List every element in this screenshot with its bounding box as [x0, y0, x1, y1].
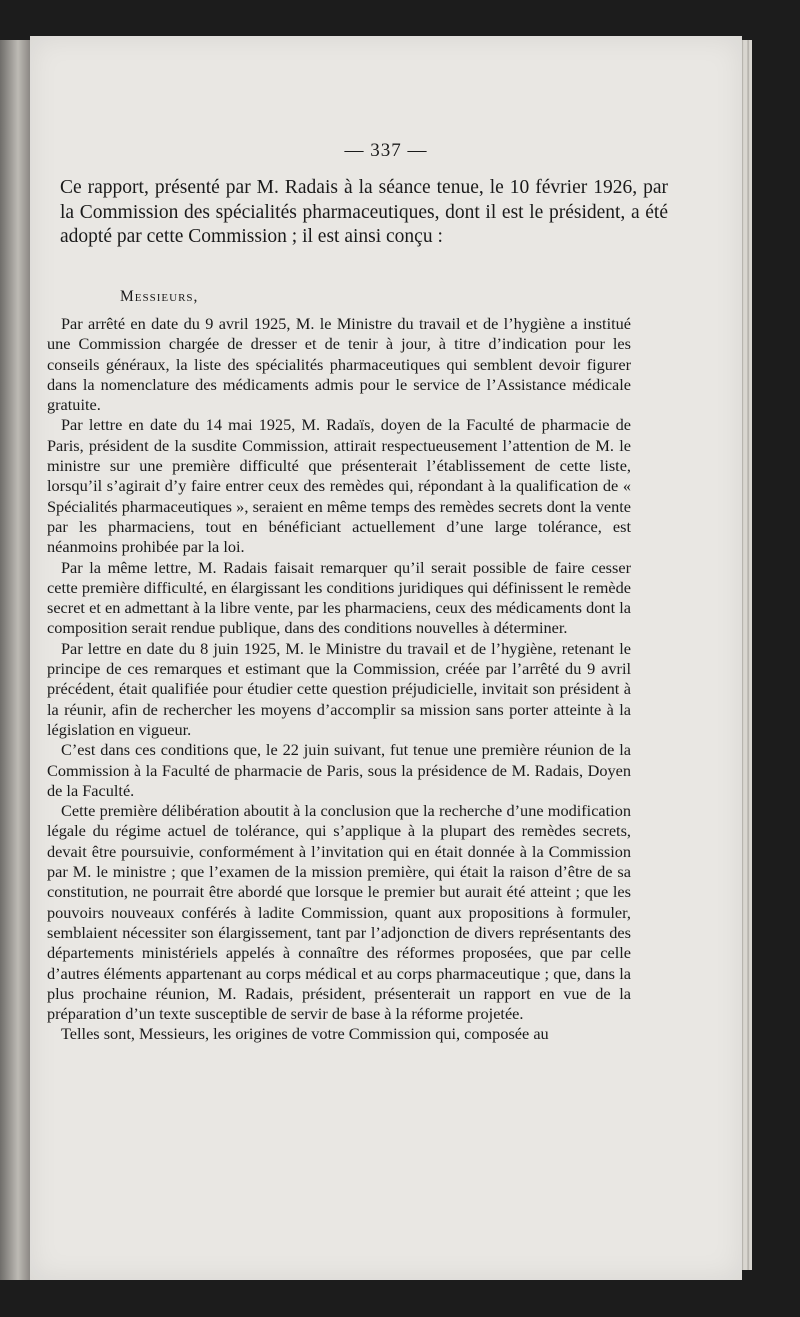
paragraph: Par lettre en date du 8 juin 1925, M. le Ministre du travail et de l’hygiène, retenant le principe de ces remarques et estimant que la Commission, créée par l’arrêté du 9 avril précédent, était qualifiée pour étudier cette question préjudicielle, invitait son président à la réunir, afin de rechercher les moyens d’accomplir sa mission sans porter atteinte à la législation en vigueur. [47, 638, 631, 739]
paragraph: Par la même lettre, M. Radais faisait remarquer qu’il serait possible de faire cesser cette première difficulté, en élargissant les conditions juridiques qui définissent le remède secret et en admettant à la libre vente, par les pharmaciens, ceux des médicaments dont la composition serait rendue publique, dans des conditions nouvelles à déterminer. [47, 557, 631, 638]
paragraph: Cette première délibération aboutit à la conclusion que la recherche d’une modification légale du régime actuel de tolérance, qui s’applique à la plupart des remèdes secrets, devait être poursuivie, conformément à l’invitation qui en était donnée à la Commission par M. le ministre ; que l’examen de la mission première, qui était la raison d’être de sa constitution, ne pourrait être abordé que lorsque le premier but aurait été atteint ; que les pouvoirs nouveaux conférés à ladite Commission, quant aux propositions à formuler, semblaient nécessiter son élargissement, tant par l’adjonction de divers représentants des départements ministériels appelés à connaître des réformes proposées, que par celle d’autres éléments appartenant au corps médical et au corps pharmaceutique ; que, dans la plus prochaine réunion, M. Radais, président, présenterait un rapport en vue de la préparation d’un texte susceptible de servir de base à la réforme projetée. [47, 801, 631, 1024]
paragraph: Par arrêté en date du 9 avril 1925, M. le Ministre du travail et de l’hygiène a institué une Commission chargée de dresser et de tenir à jour, à titre d’indication pour les conseils généraux, la liste des spécialités pharmaceutiques qui semblent devoir figurer dans la nomenclature des médicaments admis pour le service de l’Assistance médicale gratuite. [47, 314, 631, 415]
report-body [47, 314, 631, 1045]
facing-page-edge [0, 40, 30, 1280]
intro-paragraph: Ce rapport, présenté par M. Radais à la séance tenue, le 10 février 1926, par la Commission des spécialités pharmaceutiques, dont il est le président, a été adopté par cette Commission ; il est ainsi conçu : [60, 177, 668, 247]
paragraph: Telles sont, Messieurs, les origines de votre Commission qui, composée au [61, 1024, 549, 1044]
page-number: — 337 — [344, 140, 428, 161]
paragraph: Par lettre en date du 14 mai 1925, M. Radaïs, doyen de la Faculté de pharmacie de Paris, président de la susdite Commission, attirait respectueusement l’attention de M. le ministre sur une première difficulté que présenterait l’établissement de cette liste, lorsqu’il s’agirait d’y faire entrer ceux des remèdes qui, répondant à la qualification de « Spécialités pharmaceutiques », seraient en même temps des remèdes secrets dont la vente par les pharmaciens, tout en bénéficiant actuellement d’une large tolérance, est néanmoins prohibée par la loi. [47, 415, 631, 557]
paragraph: C’est dans ces conditions que, le 22 juin suivant, fut tenue une première réunion de la Commission à la Faculté de pharmacie de Paris, sous la présidence de M. Radais, Doyen de la Faculté. [47, 740, 631, 800]
salutation: Messieurs, [120, 288, 199, 305]
book-page [30, 36, 742, 1280]
